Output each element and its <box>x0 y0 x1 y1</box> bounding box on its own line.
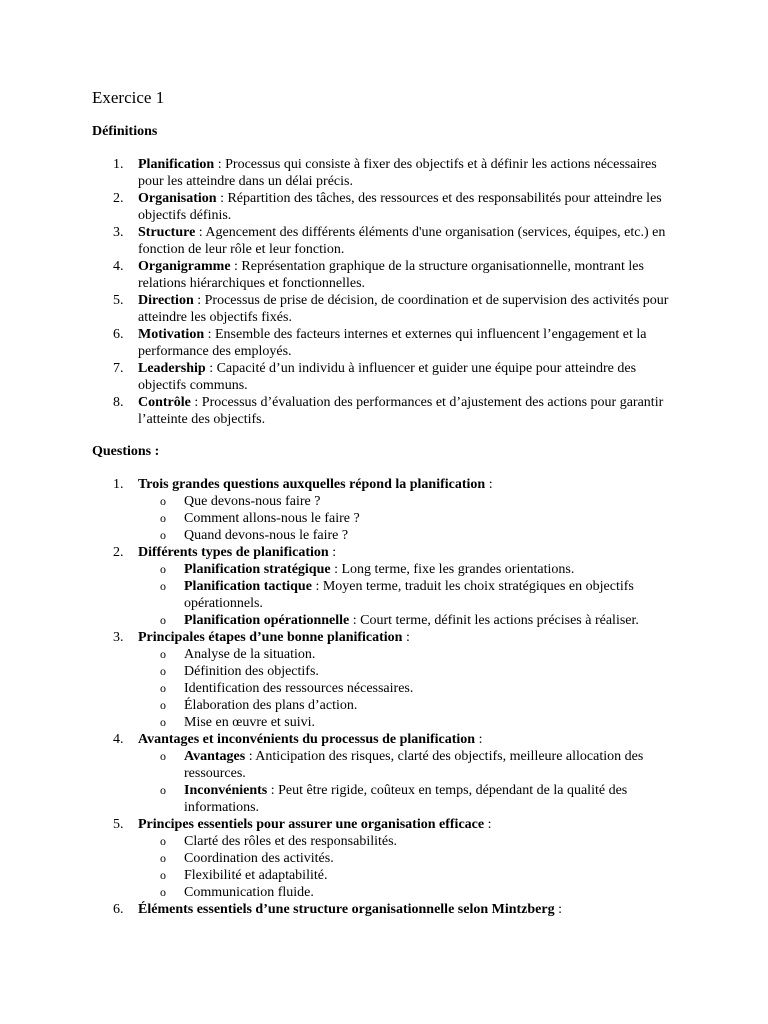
question-title: Éléments essentiels d’une structure organisationnelle selon Mintzberg <box>138 902 555 917</box>
answer-item <box>138 612 678 629</box>
definition-text: : Processus d’évaluation des performances et d’ajustement des actions pour garantir l’atteinte des objectifs. <box>138 395 664 427</box>
question-number: 6. <box>113 902 124 917</box>
answer-term: Inconvénients <box>184 783 268 798</box>
definition-item <box>0 326 678 360</box>
question-colon: : <box>484 817 492 832</box>
definition-term: Organigramme <box>138 259 231 274</box>
answer-term: Planification stratégique <box>184 562 331 577</box>
answer-item <box>138 578 678 612</box>
bullet-icon: o <box>160 698 166 712</box>
answer-item <box>138 697 678 714</box>
answer-term: Avantages <box>184 749 246 764</box>
question-item <box>0 816 678 901</box>
answer-item <box>138 510 678 527</box>
bullet-icon: o <box>160 613 166 627</box>
definition-text: : Ensemble des facteurs internes et externes qui influencent l’engagement et la performance des employés. <box>138 327 647 359</box>
definitions-list <box>0 156 678 428</box>
question-number: 2. <box>113 545 124 560</box>
definition-term: Motivation <box>138 327 205 342</box>
question-item <box>0 544 678 629</box>
definition-number: 3. <box>113 225 124 240</box>
answer-text: Comment allons-nous le faire ? <box>184 511 360 526</box>
definition-text: : Processus de prise de décision, de coordination et de supervision des activités pour atteindre les objectifs fixés. <box>138 293 669 325</box>
answer-item <box>138 867 678 884</box>
definition-number: 2. <box>113 191 124 206</box>
question-colon: : <box>554 902 562 917</box>
bullet-icon: o <box>160 681 166 695</box>
answer-item <box>138 493 678 510</box>
answer-item <box>138 748 678 782</box>
definition-item <box>0 360 678 394</box>
answer-text: Flexibilité et adaptabilité. <box>184 868 328 883</box>
bullet-icon: o <box>160 494 166 508</box>
answer-list <box>138 646 678 731</box>
answer-text: Définition des objectifs. <box>184 664 319 679</box>
question-colon: : <box>328 545 337 560</box>
definition-number: 4. <box>113 259 124 274</box>
answer-item <box>138 714 678 731</box>
answer-text: Mise en œuvre et suivi. <box>184 715 316 730</box>
bullet-icon: o <box>160 511 166 525</box>
bullet-icon: o <box>160 647 166 661</box>
answer-list <box>138 748 678 816</box>
bullet-icon: o <box>160 664 166 678</box>
definition-text: : Processus qui consiste à fixer des objectifs et à définir les actions nécessaires pour les atteindre dans un délai précis. <box>138 157 657 189</box>
answer-item <box>138 646 678 663</box>
answer-term: Planification tactique <box>184 579 312 594</box>
answer-list <box>138 561 678 629</box>
definition-item <box>0 190 678 224</box>
definition-term: Planification <box>138 157 215 172</box>
definition-number: 8. <box>113 395 124 410</box>
definition-item <box>0 394 678 428</box>
definition-text: : Agencement des différents éléments d'une organisation (services, équipes, etc.) en fonction de leur rôle et leur fonction. <box>138 225 666 257</box>
definition-item <box>0 156 678 190</box>
bullet-icon: o <box>160 868 166 882</box>
definition-text: : Répartition des tâches, des ressources et des responsabilités pour atteindre les objectifs définis. <box>138 191 662 223</box>
definition-number: 6. <box>113 327 124 342</box>
bullet-icon: o <box>160 579 166 593</box>
answer-text: : Moyen terme, traduit les choix stratégiques en objectifs opérationnels. <box>184 579 634 611</box>
answer-text: Analyse de la situation. <box>184 647 316 662</box>
definition-term: Contrôle <box>138 395 191 410</box>
answer-text: : Anticipation des risques, clarté des objectifs, meilleure allocation des ressources. <box>184 749 644 781</box>
answer-item <box>138 850 678 867</box>
answer-text: Coordination des activités. <box>184 851 334 866</box>
question-item <box>0 901 678 918</box>
answer-item <box>138 884 678 901</box>
question-colon: : <box>402 630 410 645</box>
questions-list <box>0 476 678 918</box>
definition-item <box>0 224 678 258</box>
bullet-icon: o <box>160 749 166 763</box>
question-colon: : <box>485 477 493 492</box>
question-number: 4. <box>113 732 124 747</box>
question-title: Principales étapes d’une bonne planification <box>138 630 403 645</box>
definition-term: Organisation <box>138 191 217 206</box>
question-item <box>0 476 678 544</box>
bullet-icon: o <box>160 562 166 576</box>
bullet-icon: o <box>160 783 166 797</box>
definition-item <box>0 258 678 292</box>
bullet-icon: o <box>160 851 166 865</box>
answer-text: : Peut être rigide, coûteux en temps, dépendant de la qualité des informations. <box>184 783 628 815</box>
definition-text: : Capacité d’un individu à influencer et guider une équipe pour atteindre des objectifs communs. <box>138 361 637 393</box>
answer-term: Planification opérationnelle <box>184 613 350 628</box>
definition-item <box>0 292 678 326</box>
page-title: Exercice 1 <box>92 88 165 107</box>
question-number: 3. <box>113 630 124 645</box>
definition-term: Direction <box>138 293 194 308</box>
definition-number: 5. <box>113 293 124 308</box>
question-title: Avantages et inconvénients du processus de planification <box>138 732 476 747</box>
answer-text: Communication fluide. <box>184 885 314 900</box>
answer-item <box>138 663 678 680</box>
answer-list <box>138 833 678 901</box>
bullet-icon: o <box>160 528 166 542</box>
definition-text: : Représentation graphique de la structure organisationnelle, montrant les relations hiérarchiques et fonctionnelles. <box>138 259 644 291</box>
question-title: Différents types de planification <box>138 545 329 560</box>
definition-number: 1. <box>113 157 124 172</box>
questions-heading: Questions : <box>92 444 160 459</box>
definition-term: Structure <box>138 225 196 240</box>
answer-item <box>138 833 678 850</box>
answer-text: Quand devons-nous le faire ? <box>184 528 349 543</box>
answer-item <box>138 680 678 697</box>
bullet-icon: o <box>160 834 166 848</box>
question-colon: : <box>475 732 483 747</box>
answer-item <box>138 561 678 578</box>
answer-item <box>138 782 678 816</box>
definition-term: Leadership <box>138 361 206 376</box>
answer-text: Élaboration des plans d’action. <box>184 698 358 713</box>
question-number: 5. <box>113 817 124 832</box>
answer-text: : Long terme, fixe les grandes orientations. <box>330 562 575 577</box>
question-number: 1. <box>113 477 124 492</box>
question-title: Principes essentiels pour assurer une organisation efficace <box>138 817 485 832</box>
answer-text: : Court terme, définit les actions précises à réaliser. <box>349 613 639 628</box>
definitions-heading: Définitions <box>92 124 158 139</box>
definition-number: 7. <box>113 361 124 376</box>
bullet-icon: o <box>160 715 166 729</box>
answer-text: Clarté des rôles et des responsabilités. <box>184 834 398 849</box>
answer-text: Que devons-nous faire ? <box>184 494 321 509</box>
bullet-icon: o <box>160 885 166 899</box>
question-item <box>0 629 678 731</box>
answer-item <box>138 527 678 544</box>
answer-text: Identification des ressources nécessaires. <box>184 681 414 696</box>
answer-list <box>138 493 678 544</box>
question-title: Trois grandes questions auxquelles répond la planification <box>138 477 486 492</box>
question-item <box>0 731 678 816</box>
